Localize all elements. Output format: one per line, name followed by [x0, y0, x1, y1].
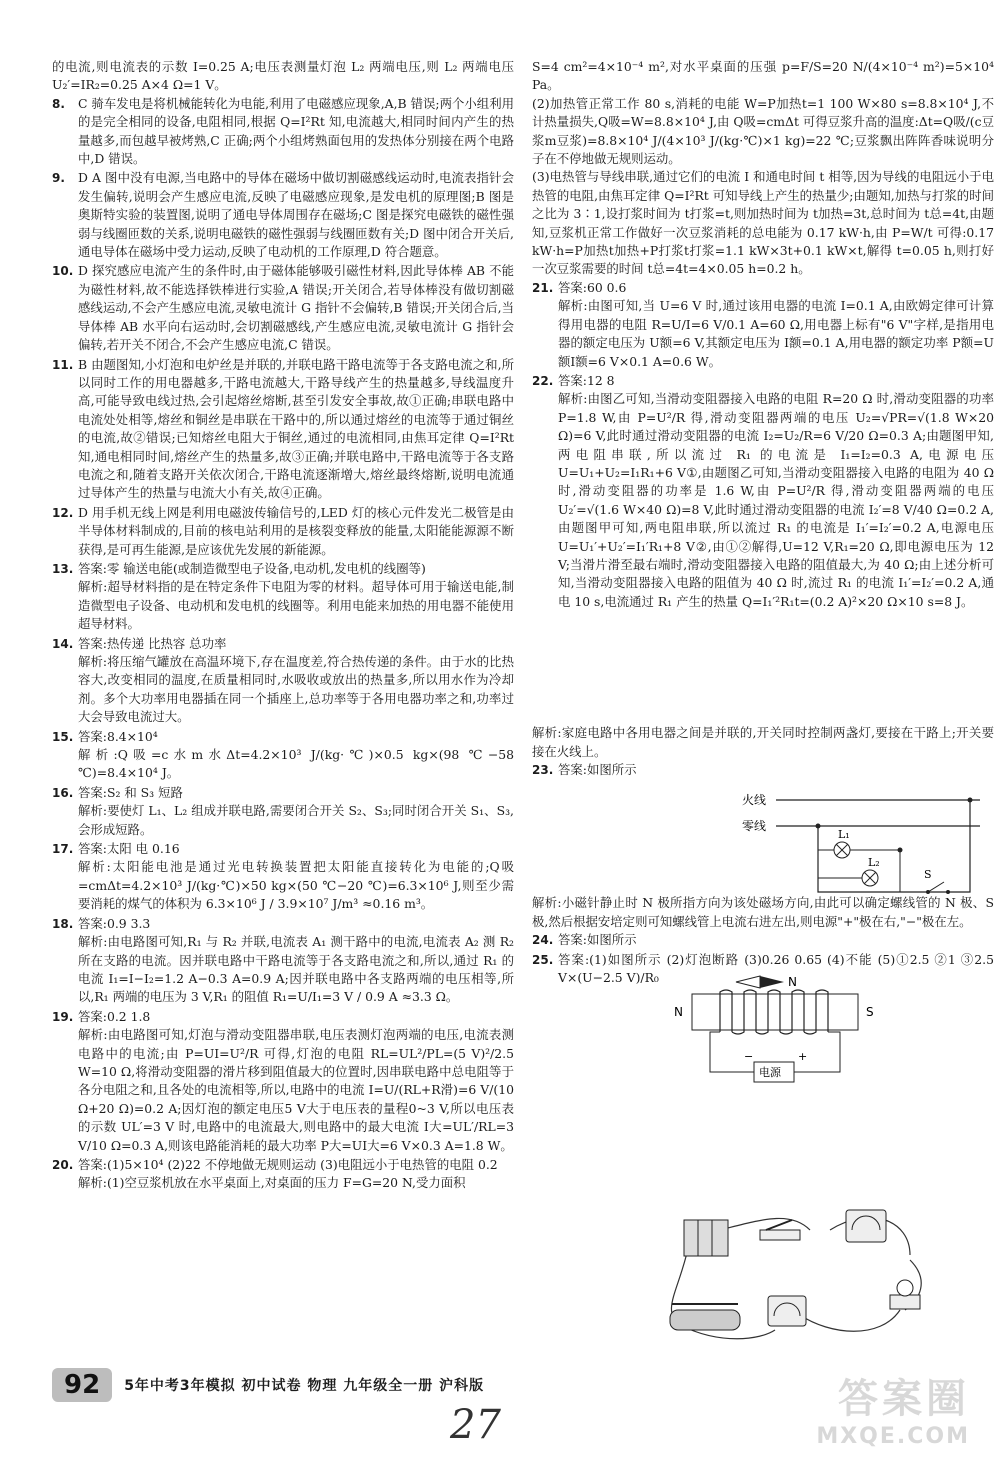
answer-text: 答案:如图所示	[558, 762, 637, 777]
answer-number: 17.	[52, 842, 74, 857]
answer-text: D A 图中没有电源,当电路中的导体在磁场中做切割磁感线运动时,电流表指针会发生偏转,说明会产生感应电流,反映了电磁感应现象,是发电机的原理图;B 图是奥斯特实验的装置图,说明了通电导体周围存在磁场;C 图是探究电磁铁的磁性强弱与线圈匝数的关系,说明电磁铁的磁性强弱与线圈匝数有关;D 图中闭合开关后,通电导体在磁场中受力运动,反映了电动机的工作原理,D 符合题意。	[78, 170, 514, 260]
watermark-text: 答案圈	[838, 1376, 970, 1422]
answer-item	[52, 560, 514, 634]
answer-number: 24.	[532, 933, 554, 948]
answer-number: 19.	[52, 1009, 74, 1024]
q24-solenoid-figure	[670, 972, 900, 1084]
answer-number: 8.	[52, 96, 65, 111]
answer-text: 答案:(1)如图所示 (2)灯泡断路 (3)0.26 0.65 (4)不能 (5)①2.5 ②1 ③2.5 V×(U−2.5 V)/R₀	[558, 951, 994, 986]
answer-number: 10.	[52, 264, 74, 279]
answer-item	[52, 728, 514, 783]
voltmeter-icon	[768, 1296, 806, 1326]
answer-text: 答案:S₂ 和 S₃ 短路 解析:要使灯 L₁、L₂ 组成并联电路,需要闭合开关 S₂、S₃;同时闭合开关 S₁、S₃,会形成短路。	[78, 784, 514, 837]
q23-circuit-figure	[740, 790, 990, 898]
answer-text: 答案:0.2 1.8 解析:由电路图可知,灯泡与滑动变阻器串联,电压表测灯泡两端的电压,电流表测电路中的电流;由 P=UI=U²/R 可得,灯泡的电阻 RL=UL²/PL=(5 V)²/2.5 W=10 Ω,将滑动变阻器的滑片移到阻值最大的位置时,因串联电路中总电阻等于各分电阻之和,且各处的电流相等,所以,电路中的电流 I=U/(RL+R滑)=6 V/(10 Ω+20 Ω)=0.2 A;因灯泡的额定电压5 V大于电压表的量程0~3 V,所以电压表的示数 UL′=3 V 时,电路中的电流最大,则电路中的最大电流 I大=UL′/RL=3 V/10 Ω=0.3 A,则该电路能消耗的最大功率 P大=UI大=6 V×0.3 A=1.8 W。	[78, 1008, 514, 1153]
answer-text: 答案:12 8 解析:由图乙可知,当滑动变阻器接入电路的电阻 R=20 Ω 时,滑动变阻器的功率 P=1.8 W,由 P=U²/R 得,滑动变阻器两端的电压 U₂=√PR=√(1.8 W×20 Ω)=6 V,此时通过滑动变阻器的电流 I₂=U₂/R=6 V/20 Ω=0.3 A;由题图甲知,两电阻串联,所以流过 R₁ 的电流是 I₁=I₂=0.3 A,电源电压 U=U₁+U₂=I₁R₁+6 V①,由题图乙可知,当滑动变阻器接入电路的电阻为 40 Ω 时,滑动变阻器的功率是 1.6 W,由 P=U²/R 得,滑动变阻器两端的电压 U₂′=√(1.6 W×40 Ω)=8 V,此时通过滑动变阻器的电流 I₂′=8 V/40 Ω=0.2 A,由题图甲可知,两电阻串联,所以流过 R₁ 的电流是 I₁′=I₂′=0.2 A,电源电压 U=U₁′+U₂′=I₁′R₁+8 V②,由①②解得,U=12 V,R₁=20 Ω,即电源电压为 12 V;当滑片滑至最右端时,滑动变阻器接入电路的阻值最大,为 40 Ω;由上述分析可知,当滑动变阻器接入电路的阻值为 40 Ω 时,流过 R₁ 的电流 I₁′=I₂′=0.2 A,通电 10 s,电流通过 R₁ 产生的热量 Q=I₁′²R₁t=(0.2 A)²×20 Ω×10 s=8 J。	[558, 372, 994, 609]
answer-number: 21.	[532, 280, 554, 295]
answer-text: 答案:0.9 3.3 解析:由电路图可知,R₁ 与 R₂ 并联,电流表 A₁ 测干路中的电流,电流表 A₂ 测 R₂ 所在支路的电流。因并联电路中干路电流等于各支路电流之和,所以,通过 R₁ 的电流 I₁=I−I₂=1.2 A−0.3 A=0.9 A;因并联电路中各支路两端的电压相等,所以,R₁ 两端的电压为 3 V,R₁ 的阻值 R₁=U/I₁=3 V / 0.9 A ≈3.3 Ω。	[78, 915, 514, 1005]
source-plus-label: +	[798, 1050, 808, 1063]
answer-item	[52, 262, 514, 354]
answer-number: 13.	[52, 561, 74, 576]
book-title: 5年中考3年模拟 初中试卷 物理 九年级全一册 沪科版	[124, 1378, 485, 1394]
answer-number: 18.	[52, 916, 74, 931]
answer-number: 25.	[532, 952, 554, 967]
lamp-l1-icon	[818, 842, 903, 892]
right-lead-text: S=4 cm²=4×10⁻⁴ m²,对水平桌面的压强 p=F/S=20 N/(4×10⁻⁴ m²)=5×10⁴ Pa。 (2)加热管正常工作 80 s,消耗的电能 W=P加热t=1 100 W×80 s=8.8×10⁴ J,不计热量损失,Q吸=W=8.8×10⁴ J,由 Q吸=cmΔt 可得豆浆升高的温度:Δt=Q吸/(c豆浆m豆浆)=8.8×10⁴ J/(4×10³ J/(kg·℃)×1 kg)=22 ℃;豆浆飘出阵阵香味说明分子在不停地做无规则运动。 (3)电热管与导线串联,通过它们的电流 I 和通电时间 t 相等,因为导线的电阻远小于电热管的电阻,由焦耳定律 Q=I²Rt 可知导线上产生的热量少;由题知,加热与打浆的时间之比为 3∶1,设打浆时间为 t打浆=t,则加热时间为 t加热=3t,总时间为 t总=4t,由题知,豆浆机正常工作做好一次豆浆消耗的总电能为 0.17 kW·h,由 P=W/t 可得:0.17 kW·h=P加热t加热+P打浆t打浆=1.1 kW×3t+0.1 kW×t,解得 t=0.05 h,则打好一次豆浆需要的时间 t总=4t=4×0.05 h=0.2 h。	[532, 59, 994, 277]
answer-number: 20.	[52, 1157, 74, 1172]
left-column	[52, 58, 514, 1194]
lamp-l2-label: L₂	[868, 856, 880, 869]
answer-text: 答案:60 0.6 解析:由图可知,当 U=6 V 时,通过该用电器的电流 I=0.1 A,由欧姆定律可计算得用电器的电阻 R=U/I=6 V/0.1 A=60 Ω,用电器上标有"6 V"字样,是指用电器的额定电压为 U额=6 V,其额定电压为 I额=0.1 A,用电器的额定功率 P额=U额I额=6 V×0.1 A=0.6 W。	[558, 279, 994, 369]
answer-text: 答案:热传递 比热容 总功率 解析:将压缩气罐放在高温环境下,存在温度差,符合热传递的条件。由于水的比热容大,改变相同的温度,在质量相同时,水吸收或放出的热量多,所以用水作为冷却剂。多个大功率用电器插在同一个插座上,总功率等于各用电器功率之和,功率过大会导致电流过大。	[78, 635, 514, 725]
lamp-l2-icon	[818, 870, 878, 886]
source-minus-label: −	[744, 1050, 754, 1063]
answer-item	[532, 931, 994, 949]
q23-analysis-text: 解析:家庭电路中各用电器之间是并联的,开关同时控制两盏灯,要接在干路上;开关要接在火线上。	[532, 725, 994, 759]
answer-text: 答案:如图所示	[558, 932, 637, 948]
watermark-logo	[816, 1367, 970, 1449]
answer-item	[52, 784, 514, 839]
needle-n-label: N	[788, 975, 797, 989]
page-number: 92	[52, 1368, 112, 1402]
answer-text: 答案:8.4×10⁴ 解析:Q吸=c水m水Δt=4.2×10³ J/(kg·℃)×0.5 kg×(98 ℃−58 ℃)=8.4×10⁴ J。	[78, 728, 514, 781]
neutral-wire-label: 零线	[742, 819, 767, 833]
handwritten-page-number: 27	[450, 1402, 501, 1448]
answer-text: 答案:太阳 电 0.16 解析:太阳能电池是通过光电转换装置把太阳能直接转化为电能的;Q吸=cmΔt=4.2×10³ J/(kg·℃)×50 kg×(50 ℃−20 ℃)=6.3×10⁶ J,则至少需要消耗的煤气的体积为 6.3×10⁶ J / 3.9×10⁷ J/m³ ≈0.16 m³。	[78, 841, 514, 912]
answer-number: 16.	[52, 785, 74, 800]
answer-number: 23.	[532, 763, 554, 777]
left-items-list	[52, 95, 514, 1193]
q24-analysis-text: 解析:小磁针静止时 N 极所指方向为该处磁场方向,由此可以确定螺线管的 N 极、S 极,然后根据安培定则可知螺线管上电流右进左出,则电源"+"极在右,"−"极在左。	[532, 895, 994, 929]
answer-item	[52, 1008, 514, 1155]
answer-text: D 用手机无线上网是利用电磁波传输信号的,LED 灯的核心元件发光二极管是由半导体材料制成的,目前的核电站利用的是核裂变释放的能量,太阳能能源源不断获得,是可再生能源,是应该优先发展的新能源。	[78, 504, 514, 557]
answer-text: 答案:零 输送电能(或制造微型电子设备,电动机,发电机的线圈等) 解析:超导材料指的是在特定条件下电阻为零的材料。超导体可用于输送电能,制造微型电子设备、电动机和发电机的线圈等。利用电能来加热的用电器不能使用超导材料。	[78, 560, 514, 632]
answer-item	[52, 95, 514, 169]
switch-icon	[760, 1220, 800, 1240]
compass-needle-icon	[736, 976, 784, 988]
answer-item	[52, 1156, 514, 1193]
answer-number: 11.	[52, 357, 74, 372]
answer-item	[52, 840, 514, 914]
figure-spacer	[532, 612, 994, 724]
solenoid-right-pole-label: S	[866, 1005, 874, 1019]
answer-number: 14.	[52, 636, 74, 651]
answer-item	[52, 915, 514, 1007]
answer-text: 答案:(1)5×10⁴ (2)22 不停地做无规则运动 (3)电阻远小于电热管的电阻 0.2 解析:(1)空豆浆机放在水平桌面上,对桌面的压力 F=G=20 N,受力面积	[78, 1156, 498, 1191]
answer-item	[52, 356, 514, 503]
answer-item	[532, 372, 994, 611]
battery-icon	[684, 1220, 728, 1256]
q25-apparatus-figure	[650, 1200, 950, 1350]
answer-text: C 骑车发电是将机械能转化为电能,利用了电磁感应现象,A,B 错误;两个小组利用的是完全相同的设备,电阻相同,根据 Q=I²Rt 知,电流越大,相同时间内产生的热量越多,而包越早被烤熟,C 正确;两个小组烤熟面包用的发热体分别接在两个电路中,D 错误。	[78, 95, 514, 167]
live-wire-label: 火线	[742, 793, 767, 807]
coil-windings	[720, 990, 828, 1034]
page-footer	[52, 1365, 484, 1405]
answer-item	[52, 504, 514, 559]
power-source-label: 电源	[759, 1066, 781, 1079]
switch-label: S	[924, 868, 932, 881]
answer-text: D 探究感应电流产生的条件时,由于磁体能够吸引磁性材料,因此导体棒 AB 不能为磁性材料,故不能选择铁棒进行实验,A 错误;开关闭合,若导体棒没有做切割磁感线运动,不会产生感应电流,灵敏电流计 G 指针不会偏转,B 错误;开关闭合后,当导体棒 AB 水平向右运动时,会切割磁感线,产生感应电流,灵敏电流计 G 指针会偏转,若开关不闭合,不会产生感应电流,C 错误。	[78, 263, 514, 353]
watermark-url: MXQE.COM	[816, 1424, 970, 1449]
left-lead-text: 的电流,则电流表的示数 I=0.25 A;电压表测量灯泡 L₂ 两端电压,则 L₂ 两端电压 U₂′=IR₂=0.25 A×4 Ω=1 V。	[52, 59, 514, 93]
answer-number: 12.	[52, 505, 74, 520]
answer-number: 22.	[532, 373, 554, 388]
answer-item	[52, 635, 514, 727]
solenoid-left-pole-label: N	[674, 1005, 683, 1019]
answer-number: 15.	[52, 729, 74, 744]
answer-item	[52, 169, 514, 261]
answer-item	[532, 761, 994, 779]
lamp-l1-label: L₁	[838, 828, 850, 841]
answer-item	[532, 279, 994, 371]
bulb-icon	[890, 1280, 920, 1309]
answer-number: 9.	[52, 171, 65, 186]
rheostat-icon	[670, 1304, 740, 1330]
answer-text: B 由题图知,小灯泡和电炉丝是并联的,并联电路干路电流等于各支路电流之和,所以同时工作的用电器越多,干路电流越大,干路导线产生的热量越多,导线温度升高,可能导致电线过热,会引起熔丝熔断,甚至引发安全事故,故①正确;串联电路中电流处处相等,熔丝和铜丝是串联在干路中的,所以通过熔丝的电流等于通过铜丝的电流,故②错误;已知熔丝电阻大于铜丝,通过的电流相同,由焦耳定律 Q=I²Rt 知,通电相同时间,熔丝产生的热量多,故③正确;并联电路中,干路电流等于各支路电流之和,随着支路开关依次闭合,干路电流逐渐增大,熔丝最终熔断,说明电流通过导体产生的热量与电流大小有关,故④正确。	[78, 356, 514, 501]
ammeter-icon	[846, 1210, 886, 1242]
